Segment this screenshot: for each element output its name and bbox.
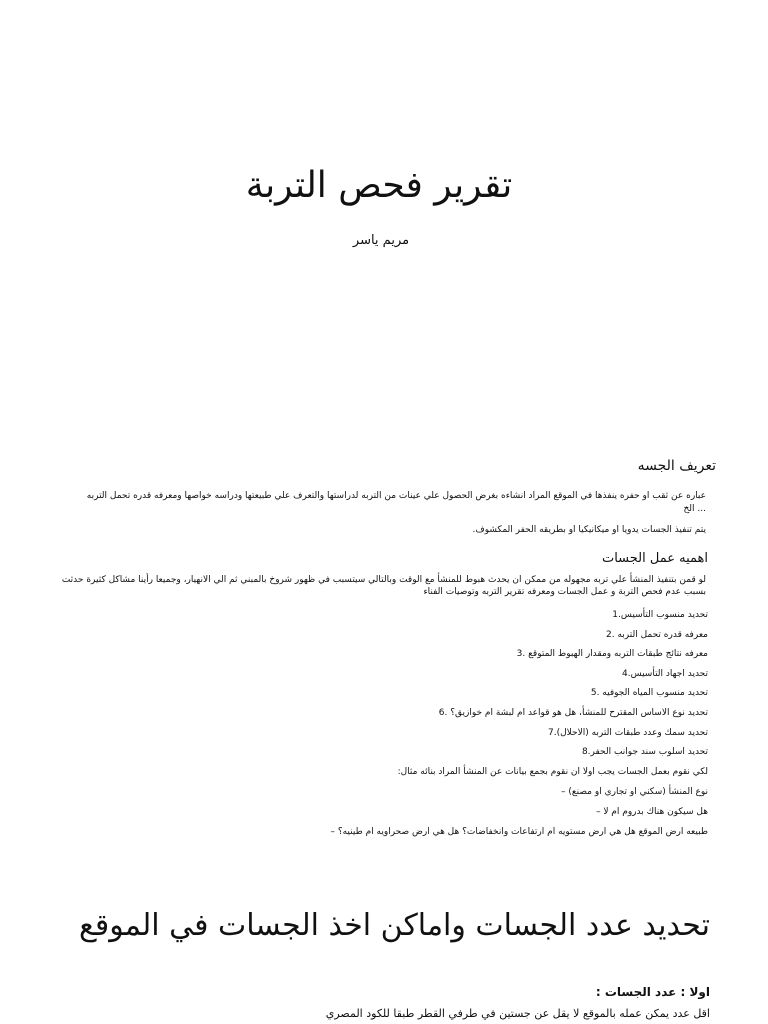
subsection-heading: اولا : عدد الجسات : bbox=[595, 985, 710, 999]
importance-paragraph: لو قمن بتنفيذ المنشأ علي تربه مجهوله من ممكن ان يحدث هبوط للمنشأ مع الوقت وبالتالي سيتسبب في ظهور شروخ بالمبني ثم الي الانهيار، وجميعا رأينا مشاكل كثيرة حدثت بسبب عدم فحص التربة و عمل الجسات ومعرفه تقرير التربه وتوصيات الفناء bbox=[61, 575, 706, 597]
document-title: تقرير فحص التربة bbox=[245, 165, 513, 206]
note-item: طبيعه ارض الموقع هل هي ارض مستويه ام ارتفاعات وانخفاضات؟ هل هي ارض صحراويه ام طينيه؟ – bbox=[330, 827, 708, 837]
list-item: تحديد سمك وعدد طبقات التربه (الاحلال).7 bbox=[548, 727, 708, 738]
note-item: هل سيكون هناك بدروم ام لا – bbox=[595, 807, 708, 817]
execution-paragraph: يتم تنفيذ الجسات يدويا او ميكانيكيا او بطريقه الحفر المكشوف. bbox=[472, 525, 706, 535]
section-heading: تحديد عدد الجسات واماكن اخذ الجسات في الموقع bbox=[78, 908, 710, 943]
list-item: معرفه قدره تحمل التربه .2 bbox=[606, 629, 708, 640]
note-item: نوع المنشأ (سكني او تجاري او مصنع) – bbox=[560, 787, 708, 797]
list-item: معرفه نتائج طبقات التربه ومقدار الهبوط المتوقع .3 bbox=[516, 649, 708, 660]
subsection-paragraph: اقل عدد يمكن عمله بالموقع لا يقل عن جستين في طرفي القطر طبقا للكود المصري bbox=[325, 1007, 710, 1020]
list-item: تحديد اجهاد التأسيس.4 bbox=[622, 668, 708, 679]
list-item: تحديد منسوب التأسيس.1 bbox=[612, 610, 708, 620]
importance-list bbox=[68, 606, 708, 763]
definition-paragraph: عباره عن ثقب او حفره ينفذها في الموقع المراد انشاءه بغرض الحصول علي عينات من التربه لدراستها والتعرف علي طبيعتها ودراسه خواصها ومعرفه قدره تحمل التربه ... الخ bbox=[86, 491, 706, 514]
author-name: مريم ياسر bbox=[352, 233, 410, 248]
definition-heading: تعريف الجسه bbox=[637, 458, 716, 474]
importance-heading: اهميه عمل الجسات bbox=[601, 551, 708, 566]
list-item: تحديد نوع الاساس المقترح للمنشأ، هل هو قواعد ام لبشة ام خوازيق؟ .6 bbox=[438, 707, 708, 718]
list-item: تحديد اسلوب سند جوانب الحفر.8 bbox=[581, 747, 708, 758]
list-item: تحديد منسوب المياه الجوفيه .5 bbox=[590, 688, 708, 699]
data-collection-notes bbox=[68, 762, 708, 842]
note-item: لكي نقوم بعمل الجسات يجب اولا ان نقوم بجمع بيانات عن المنشأ المراد بنائه مثال: bbox=[397, 767, 708, 777]
